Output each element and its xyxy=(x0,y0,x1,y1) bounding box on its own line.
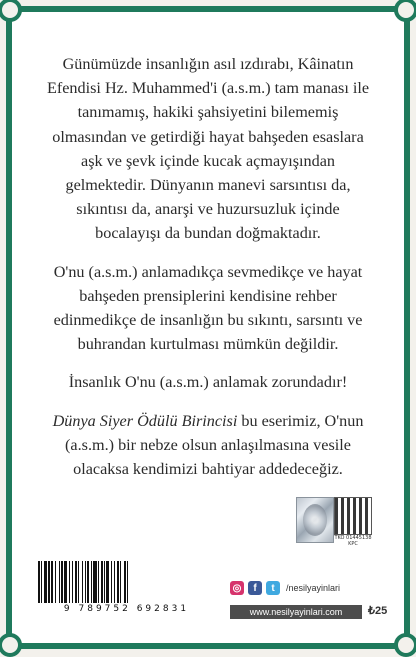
social-links xyxy=(230,581,340,595)
barcode-bars xyxy=(38,561,216,603)
isbn-number: 9 789752 692831 xyxy=(63,604,190,614)
price-label: ₺25 xyxy=(368,605,388,617)
qr-code-label: TKO 01445138 KPC xyxy=(334,535,372,547)
paragraph-1: Günümüzde insanlığın asıl ızdırabı, Kâinatın Efendisi Hz. Muhammed'i (a.s.m.) tam manası ile tanımamış, hakiki şahsiyetini bilememiş olmasından ve getirdiği hayat bahşeden esaslara aşk ve şevk içinde kucak açmayışından gelmektedir. Dünyanın manevi sarsıntısı da, sıkıntısı da, anarşi ve huzursuzluk içinde bocalayışı da bundan doğmaktadır. xyxy=(46,55,370,243)
paragraph-2: O'nu (a.s.m.) anlamadıkça sevmedikçe ve hayat bahşeden prensiplerini kendisine rehber edinmedikçe de insanlığın bu sıkıntı, sarsıntı ve buhrandan kurtulması mümkün değildir. xyxy=(53,262,363,354)
paragraph-4-text: bu eserimiz, O'nun (a.s.m.) bir nebze olsun anlaşılmasına vesile olacaksa kendimizi bahtiyar addedeceğiz. xyxy=(65,411,364,479)
instagram-icon[interactable]: ◎ xyxy=(230,581,244,595)
facebook-icon[interactable]: f xyxy=(248,581,262,595)
frame-corner-ornament xyxy=(0,633,22,657)
paragraph-4 xyxy=(46,409,370,482)
twitter-icon[interactable]: t xyxy=(266,581,280,595)
qr-code xyxy=(334,497,372,535)
frame-corner-ornament xyxy=(394,633,416,657)
frame-corner-ornament xyxy=(394,0,416,22)
website-link[interactable]: www.nesilyayinlari.com xyxy=(230,605,362,619)
award-title: Dünya Siyer Ödülü Birincisi xyxy=(52,411,238,430)
hologram-sticker xyxy=(296,497,334,543)
barcode xyxy=(34,555,219,617)
paragraph-3: İnsanlık O'nu (a.s.m.) anlamak zorundadır! xyxy=(68,373,348,392)
social-handle[interactable]: /nesilyayinlari xyxy=(286,583,341,593)
frame-corner-ornament xyxy=(0,0,22,22)
back-cover-text xyxy=(46,52,370,495)
